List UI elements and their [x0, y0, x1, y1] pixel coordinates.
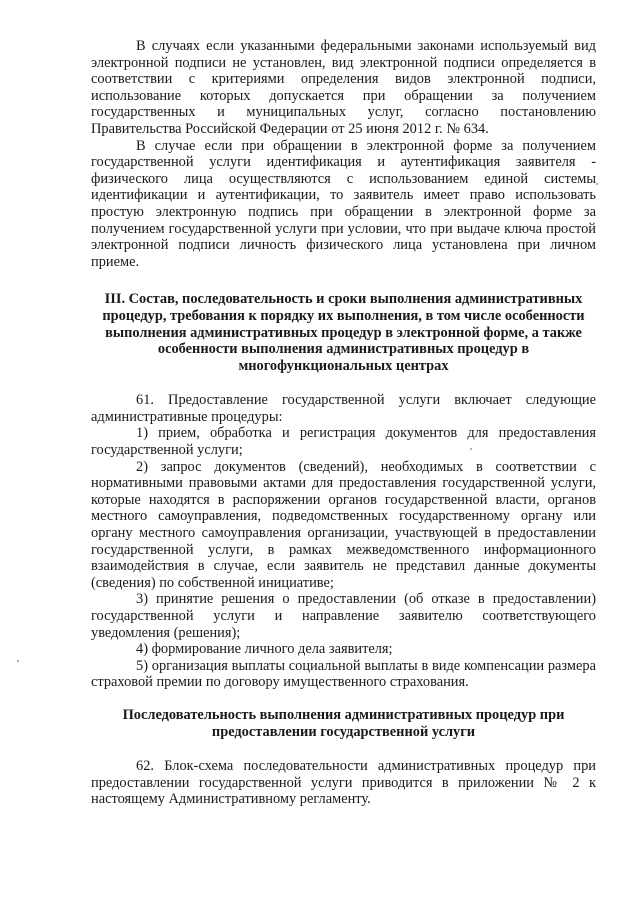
scan-speck — [17, 660, 19, 662]
scan-speck — [596, 183, 598, 185]
paragraph-simple-electronic-signature: В случае если при обращении в электронной форме за получением государственной услуги идентификация и аутентификация заявителя - физического лица осуществляются с использованием единой системы идентификации и аутентификации, то заявитель имеет право использовать простую электронную подпись при обращении в электронной форме за получением государственной услуги при условии, что при выдаче ключа простой электронной подписи личность физического лица установлена при личном приеме. — [91, 137, 596, 270]
list-item-procedure-4: 4) формирование личного дела заявителя; — [136, 641, 393, 658]
list-item-procedure-1: 1) прием, обработка и регистрация документов для предоставления государственной услуги; — [91, 425, 596, 459]
list-item-procedure-2: 2) запрос документов (сведений), необходимых в соответствии с нормативными правовыми актами для предоставления государственной услуги, которые находятся в распоряжении органов государственной власти, органов местного самоуправления, подведомственных государственному органу или органу местного самоуправления организации, участвующей в предоставлении государственной услуги, в рамках межведомственного информационного взаимодействия в случае, если заявитель не представил данные документы (сведения) по собственной инициативе; — [91, 458, 596, 591]
section-3-heading: III. Состав, последовательность и сроки выполнения административных процедур, требования к порядку их выполнения, в том числе особенности выполнения административных процедур в электронной форме, а также особенности выполнения административных процедур в многофункциональных центрах — [102, 291, 585, 374]
list-item-procedure-5: 5) организация выплаты социальной выплаты в виде компенсации размера страховой премии по договору имущественного страхования. — [91, 657, 596, 691]
paragraph-electronic-signature-type: В случаях если указанными федеральными законами используемый вид электронной подписи не установлен, вид электронной подписи определяется в соответствии с критериями определения видов электронной подписи, использование которых допускается при обращении за получением государственных и муниципальных услуг, согласно постановлению Правительства Российской Федерации от 25 июня 2012 г. № 634. — [91, 38, 596, 137]
list-item-procedure-3: 3) принятие решения о предоставлении (об отказе в предоставлении) государственной услуги и направление заявителю соответствующего уведомления (решения); — [91, 591, 596, 641]
scan-speck — [470, 448, 472, 450]
paragraph-62: 62. Блок-схема последовательности административных процедур при предоставлении государственной услуги приводится в приложении № 2 к настоящему Административному регламенту. — [91, 758, 596, 808]
subsection-heading: Последовательность выполнения административных процедур при предоставлении государственной услуги — [122, 706, 565, 740]
paragraph-61: 61. Предоставление государственной услуги включает следующие административные процедуры: — [91, 392, 596, 425]
